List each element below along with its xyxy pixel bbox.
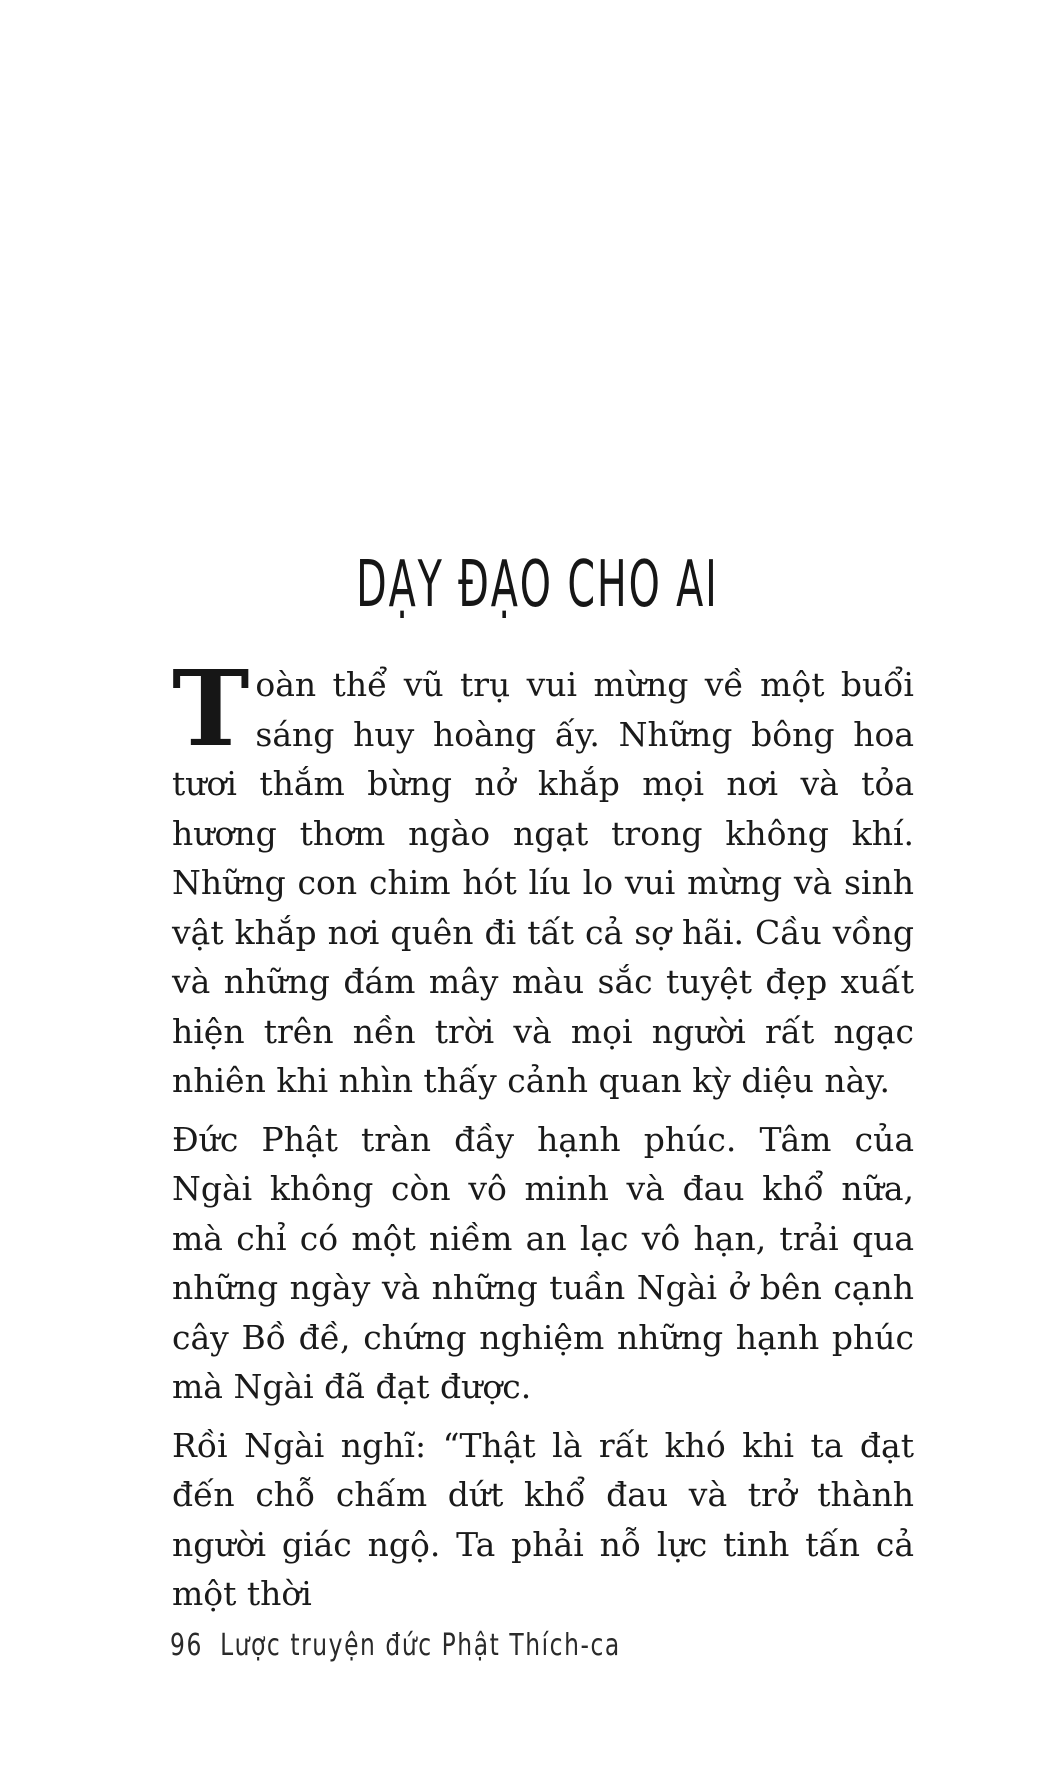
paragraph-1 bbox=[172, 647, 914, 1106]
page-number: 96 bbox=[170, 1628, 203, 1663]
book-title: Lược truyện đức Phật Thích-ca bbox=[220, 1628, 621, 1663]
paragraph-2 bbox=[172, 1115, 914, 1412]
paragraph-3 bbox=[172, 1421, 914, 1619]
running-footer bbox=[170, 1628, 621, 1663]
body-text bbox=[172, 647, 914, 1628]
chapter-title: DẠY ĐẠO CHO AI bbox=[356, 548, 719, 622]
drop-cap: T bbox=[172, 647, 250, 770]
paragraph-3-text: Rồi Ngài nghĩ: “Thật là rất khó khi ta đạt đến chỗ chấm dứt khổ đau và trở thành người giác ngộ. Ta phải nỗ lực tinh tấn cả một thời bbox=[172, 1425, 914, 1613]
paragraph-1-text: oàn thể vũ trụ vui mừng về một buổi sáng huy hoàng ấy. Những bông hoa tươi thắm bừng nở khắp mọi nơi và tỏa hương thơm ngào ngạt trong không khí. Những con chim hót líu lo vui mừng và sinh vật khắp nơi quên đi tất cả sợ hãi. Cầu vồng và những đám mây màu sắc tuyệt đẹp xuất hiện trên nền trời và mọi người rất ngạc nhiên khi nhìn thấy cảnh quan kỳ diệu này. bbox=[172, 665, 914, 1100]
paragraph-2-text: Đức Phật tràn đầy hạnh phúc. Tâm của Ngài không còn vô minh và đau khổ nữa, mà chỉ có một niềm an lạc vô hạn, trải qua những ngày và những tuần Ngài ở bên cạnh cây Bồ đề, chứng nghiệm những hạnh phúc mà Ngài đã đạt được. bbox=[172, 1119, 914, 1406]
